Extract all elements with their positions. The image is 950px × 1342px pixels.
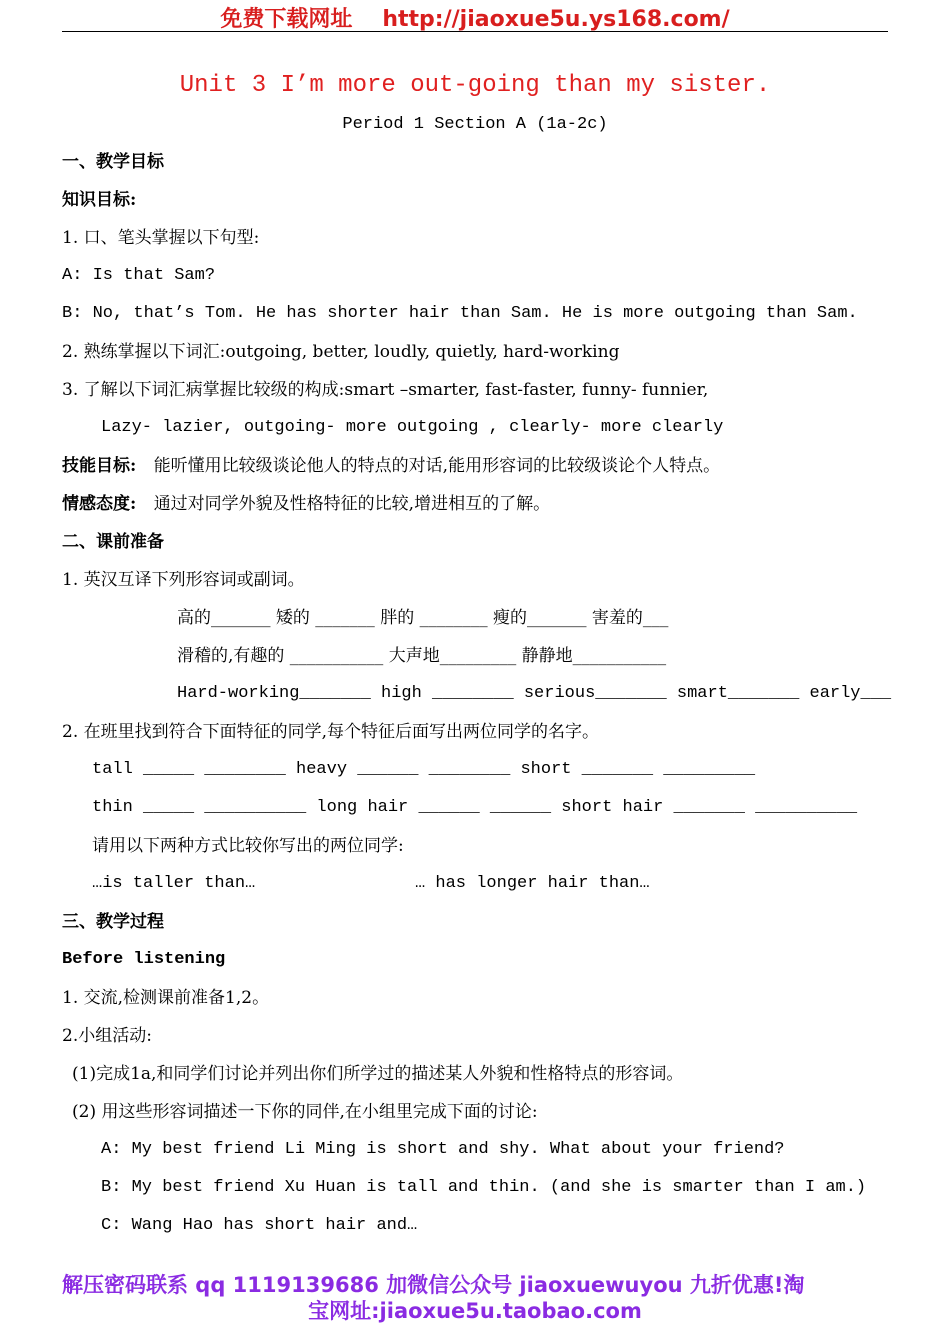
- knowledge-label: 知识目标:: [62, 190, 137, 210]
- header-url[interactable]: http://jiaoxue5u.ys168.com/: [382, 7, 730, 32]
- translate-row-1: 高的_______ 矮的 _______ 胖的 ________ 瘦的_______ 害羞的___: [177, 608, 669, 628]
- page-subtitle: Period 1 Section A (1a-2c): [342, 115, 608, 134]
- header-label: 免费下载网址: [220, 7, 353, 32]
- compare-pattern-b: … has longer hair than…: [415, 874, 650, 893]
- knowledge-item-2: 2. 熟练掌握以下词汇:outgoing, better, loudly, quietly, hard-working: [62, 342, 620, 362]
- compare-pattern-a: …is taller than…: [92, 874, 256, 893]
- process-step-1: 1. 交流,检测课前准备1,2。: [62, 988, 270, 1008]
- translate-row-3: Hard-working_______ high ________ serious_______ smart_______ early___: [177, 684, 892, 703]
- section1-heading: 一、教学目标: [62, 152, 164, 172]
- example-dialog-a: A: My best friend Li Ming is short and shy. What about your friend?: [101, 1140, 785, 1159]
- prep-item-2: 2. 在班里找到符合下面特征的同学,每个特征后面写出两位同学的名字。: [62, 722, 600, 742]
- skill-text: 能听懂用比较级谈论他人的特点的对话,能用形容词的比较级谈论个人特点。: [153, 456, 721, 476]
- section2-heading: 二、课前准备: [62, 532, 164, 552]
- process-step-2-2: (2) 用这些形容词描述一下你的同伴,在小组里完成下面的讨论:: [72, 1102, 538, 1122]
- process-step-2: 2.小组活动:: [62, 1026, 152, 1046]
- before-listening-heading: Before listening: [62, 950, 226, 969]
- example-dialog-b: B: My best friend Xu Huan is tall and thin. (and she is smarter than I am.): [101, 1178, 867, 1197]
- dialog-b: B: No, that’s Tom. He has shorter hair than Sam. He is more outgoing than Sam.: [62, 304, 858, 323]
- header-divider: [62, 31, 888, 32]
- trait-row-2: thin _____ __________ long hair ______ ______ short hair _______ __________: [92, 798, 858, 817]
- skill-goal: [62, 455, 720, 477]
- prep-item-1: 1. 英汉互译下列形容词或副词。: [62, 570, 305, 590]
- example-dialog-c: C: Wang Hao has short hair and…: [101, 1216, 418, 1235]
- emotion-label: 情感态度:: [62, 494, 137, 514]
- knowledge-item-3: 3. 了解以下词汇病掌握比较级的构成:smart –smarter, fast-faster, funny- funnier,: [62, 380, 709, 400]
- page-header: [0, 2, 950, 33]
- process-step-2-1: (1)完成1a,和同学们讨论并列出你们所学过的描述某人外貌和性格特点的形容词。: [72, 1064, 684, 1084]
- section3-heading: 三、教学过程: [62, 912, 164, 932]
- trait-row-1: tall _____ ________ heavy ______ ________ short _______ _________: [92, 760, 756, 779]
- knowledge-item-3-cont: Lazy- lazier, outgoing- more outgoing , clearly- more clearly: [101, 418, 724, 437]
- skill-label: 技能目标:: [62, 456, 137, 476]
- emotion-text: 通过对同学外貌及性格特征的比较,增进相互的了解。: [153, 494, 551, 514]
- emotion-goal: [62, 493, 550, 515]
- knowledge-item-1: 1. 口、笔头掌握以下句型:: [62, 228, 260, 248]
- translate-row-2: 滑稽的,有趣的 ___________ 大声地_________ 静静地___________: [177, 646, 667, 666]
- dialog-a: A: Is that Sam?: [62, 266, 216, 285]
- footer-line-2[interactable]: 宝网址:jiaoxue5u.taobao.com: [308, 1299, 642, 1323]
- footer-line-1: 解压密码联系 qq 1119139686 加微信公众号 jiaoxuewuyou 九折优惠!淘: [62, 1273, 805, 1297]
- compare-instruction: 请用以下两种方式比较你写出的两位同学:: [92, 836, 404, 856]
- page-title: Unit 3 I’m more out-going than my sister.: [179, 72, 771, 99]
